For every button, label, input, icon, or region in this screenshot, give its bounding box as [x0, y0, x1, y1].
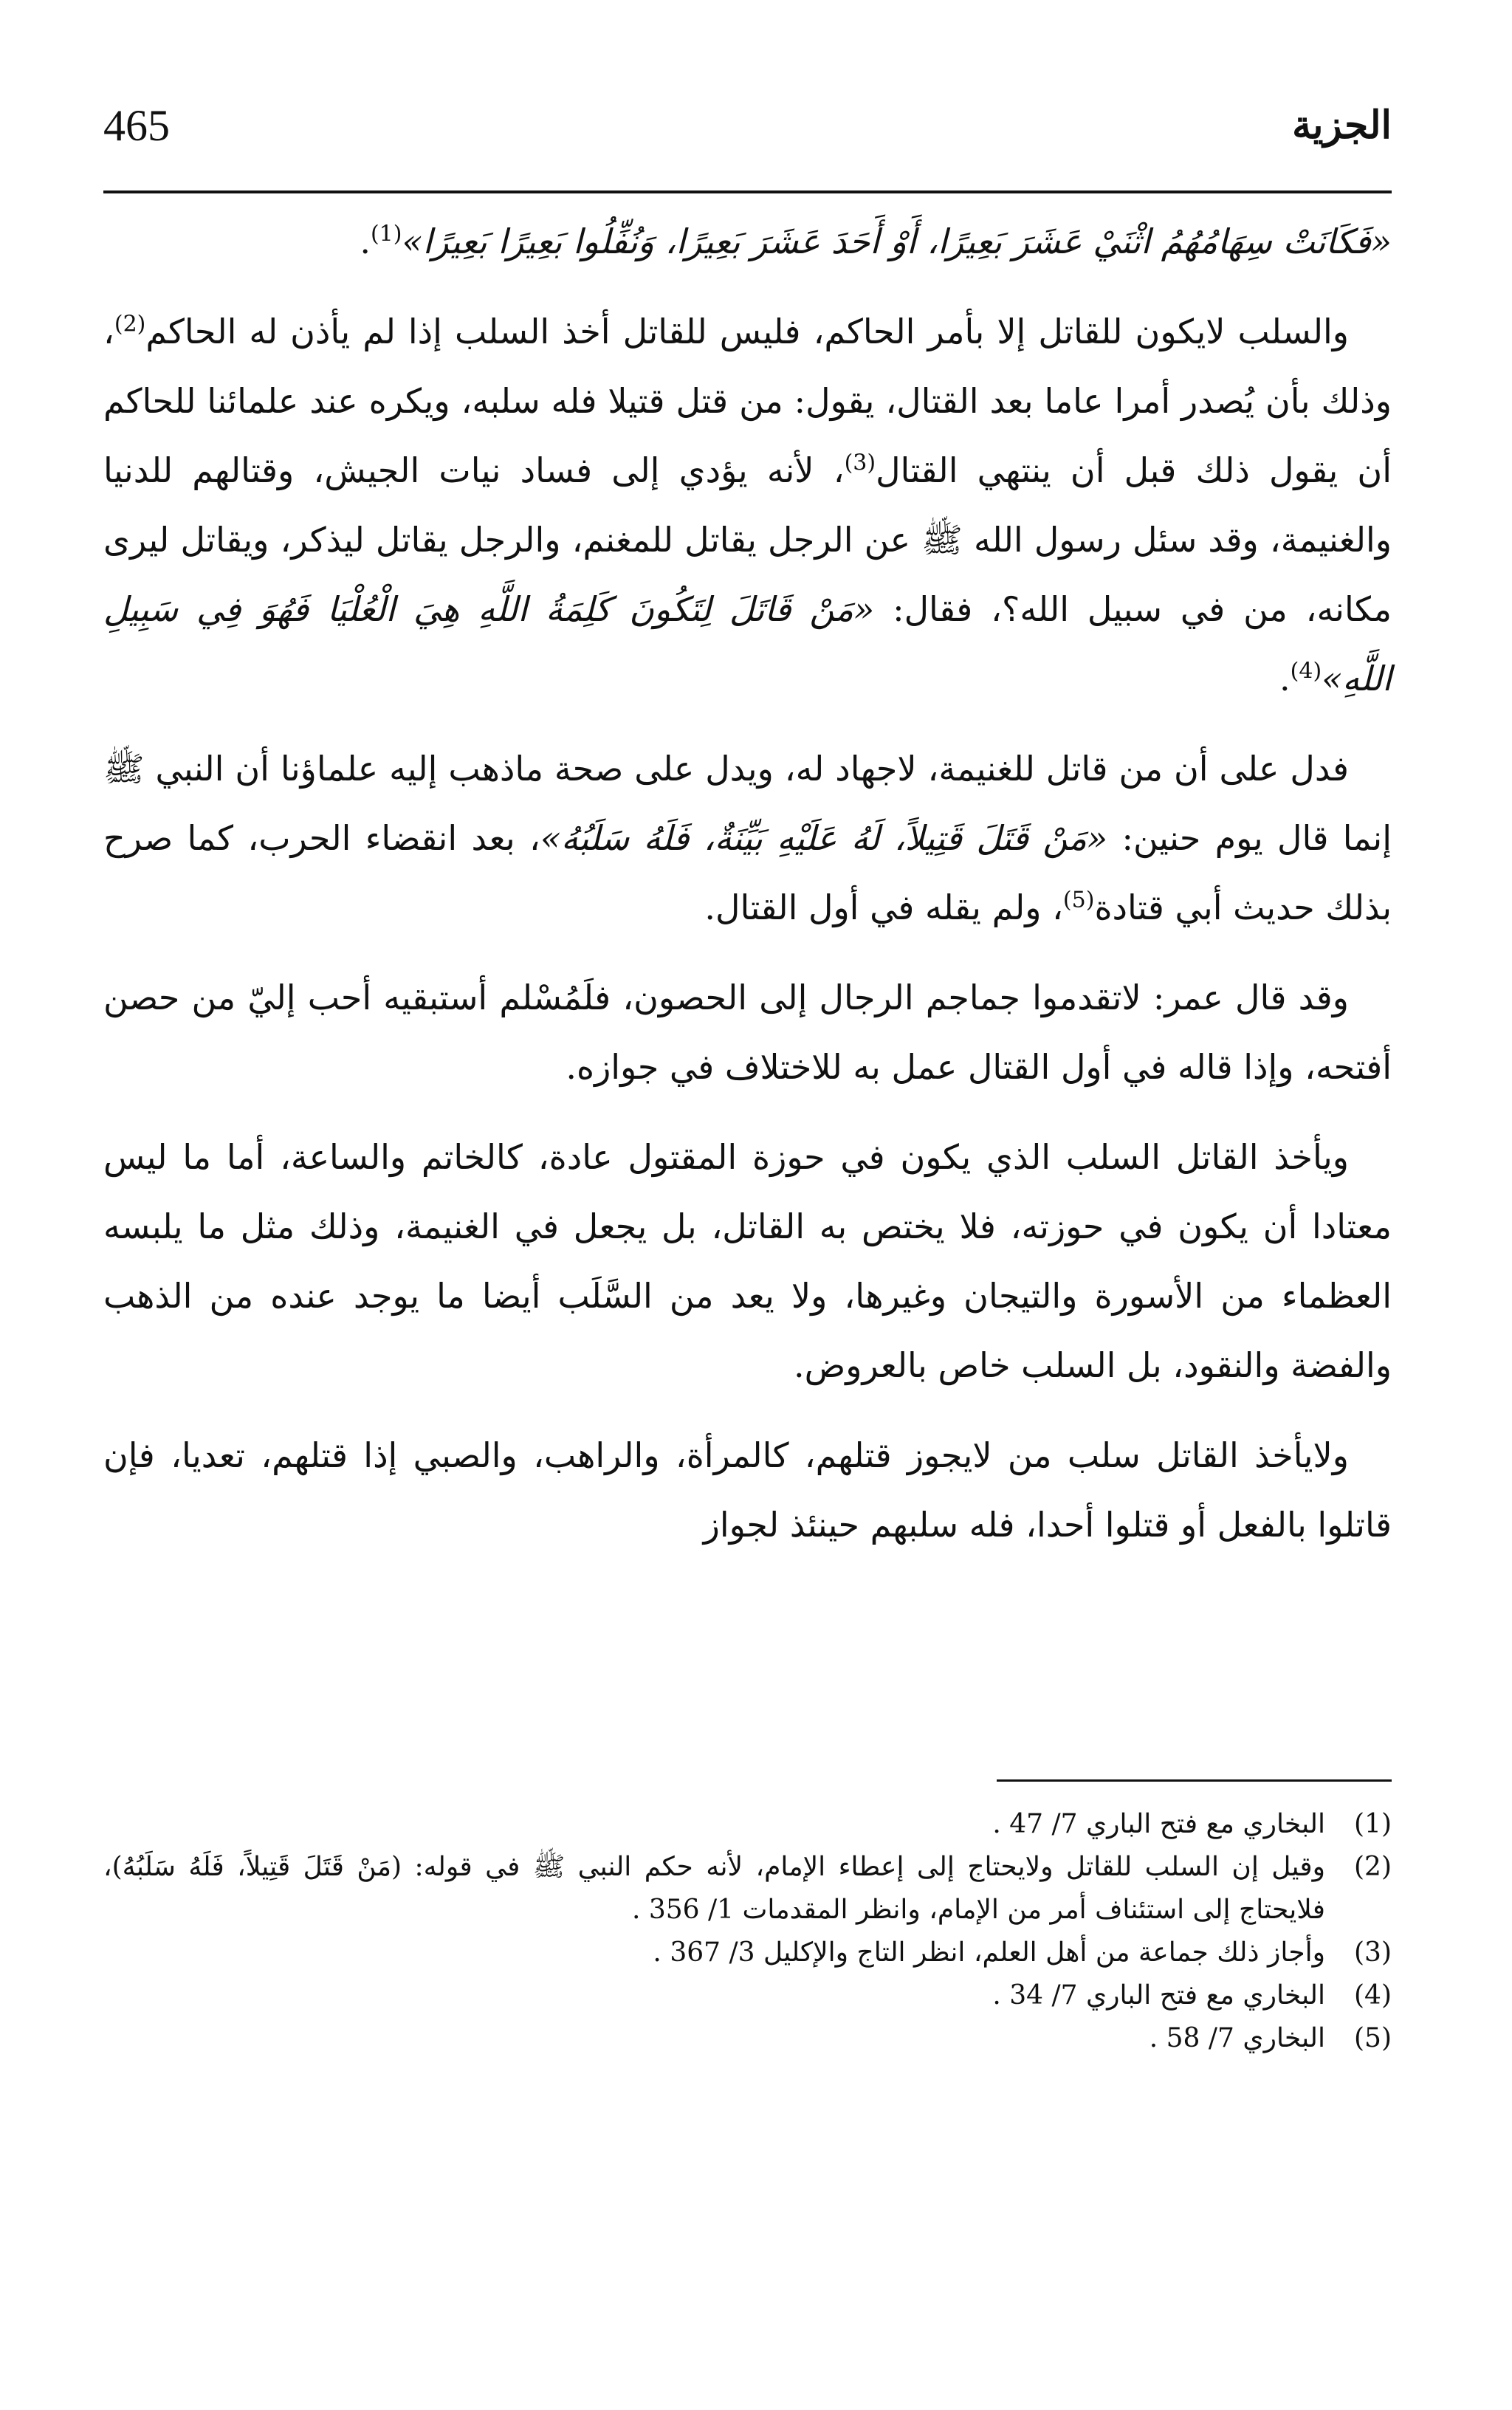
text-segment: .: [360, 222, 371, 261]
paragraph-6: ولايأخذ القاتل سلب من لايجوز قتلهم، كالمرأة، والراهب، والصبي إذا قتلهم، تعديا، فإن قاتلوا بالفعل أو قتلوا أحدا، فله سلبهم حينئذ لجواز: [103, 1435, 1392, 1545]
footnote-separator: [997, 1779, 1392, 1782]
footnote-text: البخاري مع فتح الباري 7/ 34 .: [992, 1980, 1325, 2011]
footnote-text: وقيل إن السلب للقاتل ولايحتاج إلى إعطاء الإمام، لأنه حكم النبي ﷺ في قوله: (مَنْ قَتَلَ قَتِيلاً، فَلَهُ سَلَبُهُ)، فلايحتاج إلى استئناف أمر من الإمام، وانظر المقدمات 1/ 356 .: [103, 1852, 1325, 1925]
text-segment: ، ولم يقله في أول القتال.: [704, 888, 1063, 927]
paragraph-1: [103, 207, 1392, 276]
footnote-text: البخاري 7/ 58 .: [1149, 2023, 1325, 2053]
paragraph-2: [103, 297, 1392, 713]
hadith-quote: «مَنْ قَاتَلَ لِتَكُونَ كَلِمَةُ اللَّهِ هِيَ الْعُلْيَا فَهُوَ فِي سَبِيلِ اللَّهِ»: [103, 589, 1392, 698]
main-text: [103, 207, 1392, 1580]
footnote-ref: (2): [114, 311, 146, 337]
running-title: الجزية: [1292, 103, 1392, 148]
text-segment: .: [1279, 659, 1291, 698]
text-segment: ، بعد انقضاء الحرب، كما صرح بذلك حديث أبي قتادة: [103, 818, 1392, 927]
text-segment: والسلب لايكون للقاتل إلا بأمر الحاكم، فليس للقاتل أخذ السلب إذا لم يأذن له الحاكم: [145, 312, 1349, 351]
page-number: 465: [103, 101, 170, 150]
text-segment: فدل على أن من قاتل للغنيمة، لاجهاد له، ويدل على صحة ماذهب إليه علماؤنا أن النبي ﷺ إنما قال يوم حنين:: [103, 749, 1392, 858]
footnote-item: [103, 1932, 1392, 1974]
footnote-number: (5): [1354, 2023, 1392, 2053]
footnote-number: (2): [1354, 1852, 1392, 1882]
footnote-item: [103, 1803, 1392, 1846]
footnote-text: البخاري مع فتح الباري 7/ 47 .: [992, 1809, 1325, 1839]
paragraph-4: وقد قال عمر: لاتقدموا جماجم الرجال إلى الحصون، فلَمُسْلم أستبقيه أحب إليّ من حصن أفتحه، وإذا قاله في أول القتال عمل به للاختلاف في جوازه.: [103, 978, 1392, 1087]
footnote-number: (1): [1354, 1809, 1392, 1839]
paragraph-5: ويأخذ القاتل السلب الذي يكون في حوزة المقتول عادة، كالخاتم والساعة، أما ما ليس معتادا أن يكون في حوزته، فلا يختص به القاتل، بل يجعل في الغنيمة، وذلك مثل ما يلبسه العظماء من الأسورة والتيجان وغيرها، ولا يعد من السَّلَب أيضا ما يوجد عنده من الذهب والفضة والنقود، بل السلب خاص بالعروض.: [103, 1137, 1392, 1385]
footnote-item: [103, 2017, 1392, 2060]
hadith-quote: «فَكَانَتْ سِهَامُهُمُ اثْنَيْ عَشَرَ بَعِيرًا، أَوْ أَحَدَ عَشَرَ بَعِيرًا، وَنُفِّلُوا بَعِيرًا بَعِيرًا»: [402, 222, 1392, 261]
footnote-number: (4): [1354, 1980, 1392, 2011]
text-segment: ، لأنه يؤدي إلى فساد نيات الجيش، وقتالهم للدنيا والغنيمة، وقد سئل رسول الله ﷺ عن الرجل يقاتل للمغنم، والرجل يقاتل ليذكر، ويقاتل ليرى مكانه، من في سبيل الله؟، فقال:: [103, 450, 1392, 629]
footnote-ref: (5): [1062, 887, 1095, 913]
footnote-ref: (4): [1290, 658, 1322, 684]
footnote-text: وأجاز ذلك جماعة من أهل العلم، انظر التاج والإكليل 3/ 367 .: [653, 1937, 1325, 1968]
page-header: [103, 103, 1392, 185]
footnote-number: (3): [1354, 1937, 1392, 1968]
paragraph-3: [103, 734, 1392, 942]
text-segment: ، وذلك بأن يُصدر أمرا عاما بعد القتال، يقول: من قتل قتيلا فله سلبه، ويكره عند علمائنا للحاكم أن يقول ذلك قبل أن ينتهي القتال: [103, 312, 1392, 490]
footnote-ref: (1): [370, 221, 402, 247]
footnote-item: [103, 1974, 1392, 2017]
footnotes: [103, 1803, 1392, 2060]
footnote-ref: (3): [844, 450, 876, 476]
hadith-quote: «مَنْ قَتَلَ قَتِيلاً، لَهُ عَلَيْهِ بَيِّنَةٌ، فَلَهُ سَلَبُهُ»: [540, 818, 1108, 858]
footnote-item: [103, 1846, 1392, 1932]
header-rule: [103, 190, 1392, 193]
